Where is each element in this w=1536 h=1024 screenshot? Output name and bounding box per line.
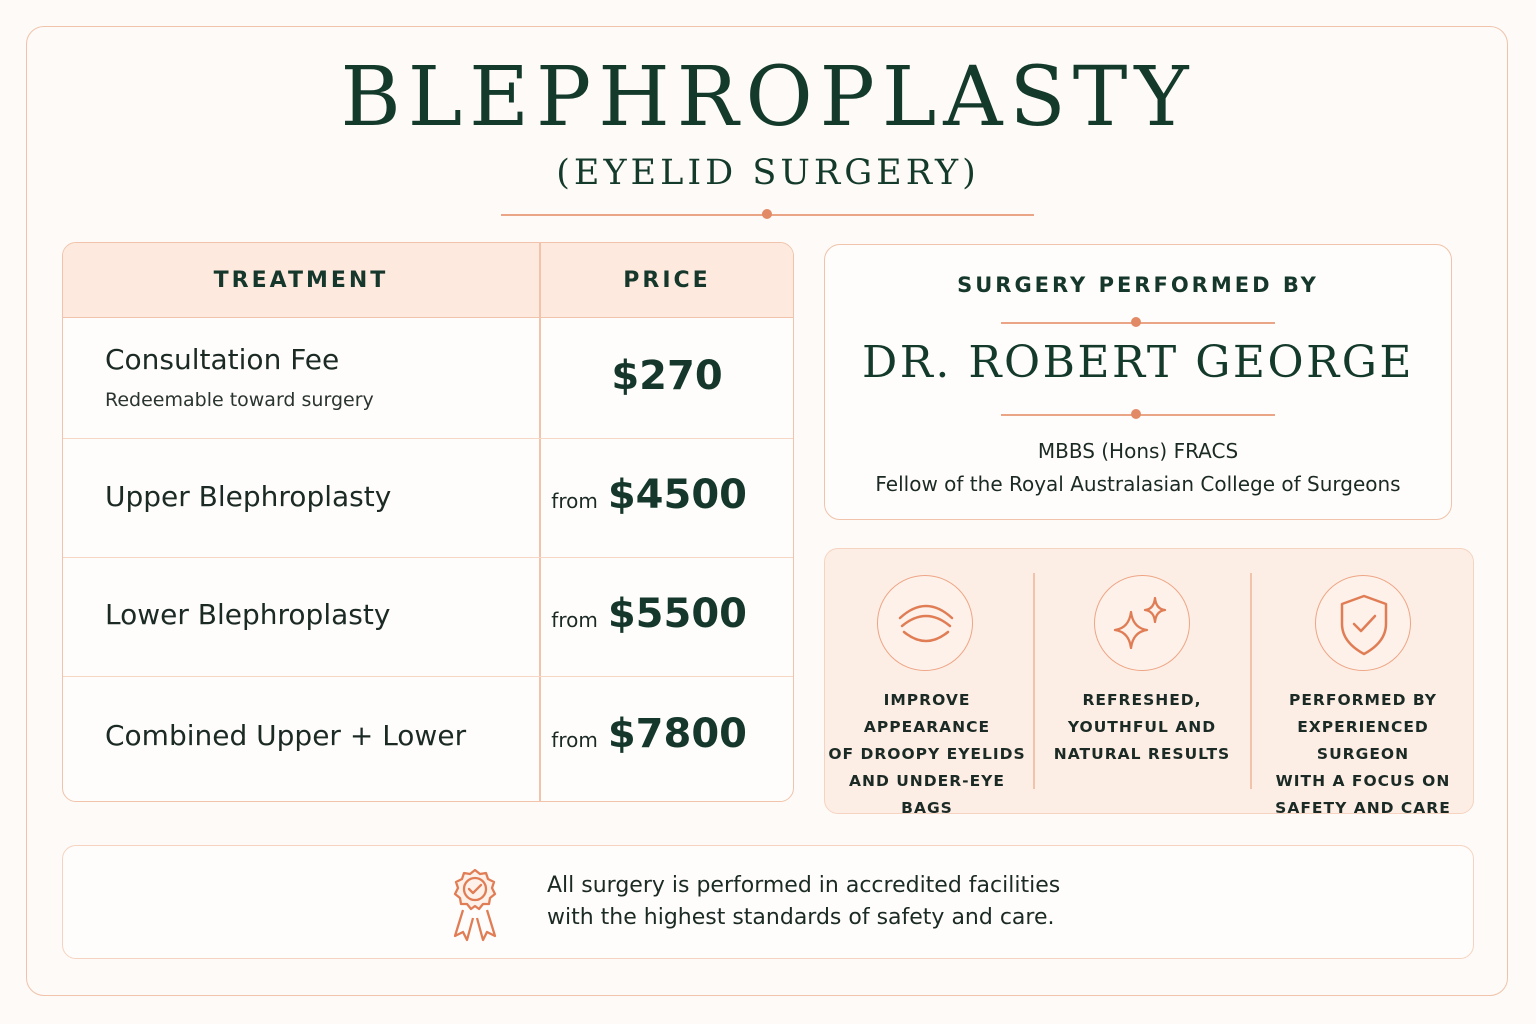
benefits-panel: [824, 548, 1474, 817]
surgeon-fellowship: Fellow of the Royal Australasian College of Surgeons: [875, 472, 1401, 496]
accreditation-banner: [62, 845, 1474, 959]
page-title: BLEPHROPLASTY: [340, 50, 1196, 145]
treatment-note: Redeemable toward surgery: [105, 389, 374, 411]
shield-check-icon: [1315, 575, 1411, 671]
price-column-header: PRICE: [623, 268, 711, 293]
page-subtitle: (EYELID SURGERY): [556, 153, 980, 193]
surgeon-name: DR. ROBERT GEORGE: [862, 337, 1414, 388]
treatment-price: [551, 711, 747, 757]
price-prefix: from: [551, 608, 598, 632]
table-row: [63, 677, 793, 801]
benefit-text: REFRESHED, YOUTHFUL AND NATURAL RESULTS: [1053, 691, 1231, 763]
table-row: [63, 439, 793, 558]
surgeon-divider-dot: [1131, 317, 1141, 327]
surgeon-credentials: MBBS (Hons) FRACS: [1037, 439, 1239, 463]
pricing-table: [62, 242, 794, 802]
price-amount: $5500: [607, 591, 747, 637]
table-header: [63, 243, 793, 318]
award-ribbon-icon: [443, 866, 507, 942]
price-prefix: from: [551, 489, 598, 513]
accreditation-text: [547, 870, 1060, 934]
treatment-price: $270: [611, 353, 723, 399]
treatment-price: [551, 591, 747, 637]
treatment-name: Lower Blephroplasty: [105, 598, 391, 631]
title-divider-dot: [762, 209, 772, 219]
surgeon-card: [824, 244, 1452, 520]
benefit-divider: [1033, 573, 1035, 789]
price-amount: $7800: [607, 711, 747, 757]
surgeon-divider-dot: [1131, 409, 1141, 419]
benefit-divider: [1250, 573, 1252, 789]
treatment-column-header: TREATMENT: [213, 268, 389, 293]
treatment-name: Combined Upper + Lower: [105, 719, 467, 752]
treatment-name: Upper Blephroplasty: [105, 480, 392, 513]
benefit-text: PERFORMED BY EXPERIENCED SURGEON WITH A FOCUS ON SAFETY AND CARE: [1275, 691, 1451, 817]
treatment-price: [551, 472, 747, 518]
table-row: [63, 558, 793, 677]
sparkle-icon: [1094, 575, 1190, 671]
price-amount: $4500: [607, 472, 747, 518]
benefit-item: [1253, 549, 1473, 817]
price-prefix: from: [551, 728, 598, 752]
accreditation-line-2: with the highest standards of safety and care.: [547, 905, 1055, 930]
surgeon-label: SURGERY PERFORMED BY: [957, 273, 1319, 297]
benefit-text: IMPROVE APPEARANCE OF DROOPY EYELIDS AND UNDER-EYE BAGS: [828, 691, 1026, 817]
table-row: [63, 317, 793, 439]
benefit-item: [1037, 549, 1247, 813]
benefit-item: [825, 549, 1029, 817]
eye-icon: [877, 575, 973, 671]
accreditation-line-1: All surgery is performed in accredited facilities: [547, 873, 1061, 898]
treatment-name: Consultation Fee: [105, 343, 340, 376]
